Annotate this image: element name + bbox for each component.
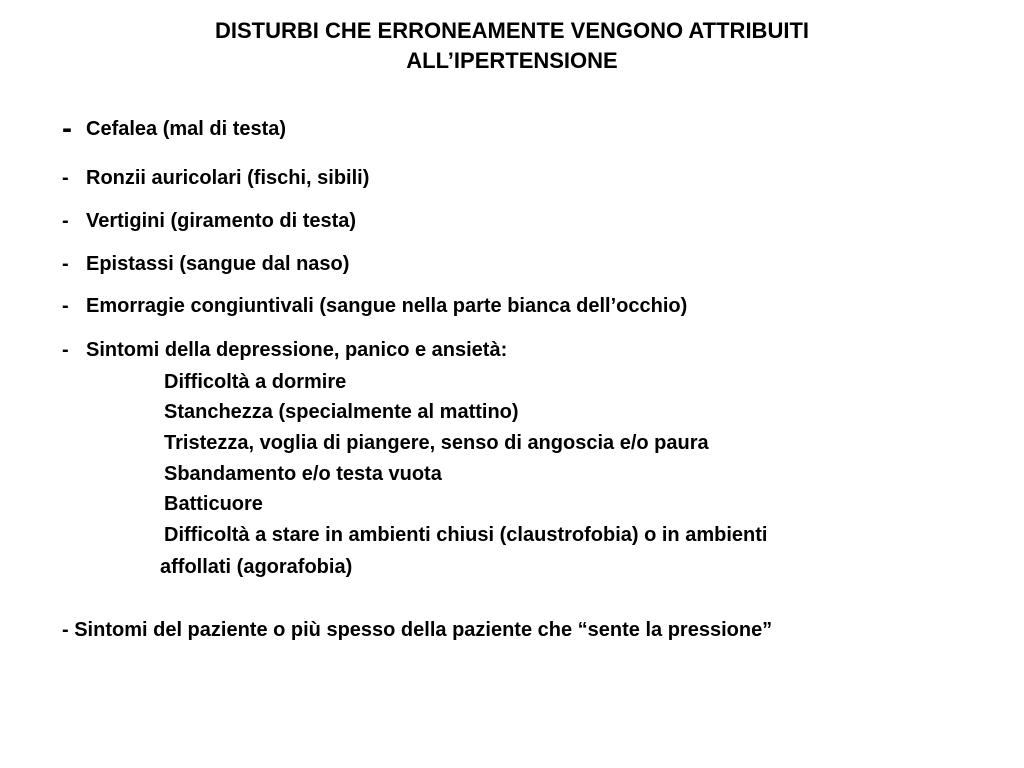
bullet-dash: - xyxy=(62,253,69,275)
sub-item: Difficoltà a dormire xyxy=(164,371,347,393)
final-bullet: - Sintomi del paziente o più spesso della paziente che “sente la pressione” xyxy=(62,619,773,641)
slide-title xyxy=(0,16,1024,76)
bullet-dash: - xyxy=(62,210,69,232)
bullet-text: Emorragie congiuntivali (sangue nella parte bianca dell’occhio) xyxy=(86,295,688,317)
bullet-text: Ronzii auricolari (fischi, sibili) xyxy=(86,167,370,189)
bullet-item xyxy=(62,208,356,234)
bullet-text: Sintomi della depressione, panico e ansietà: xyxy=(86,339,508,361)
bullet-text: Vertigini (giramento di testa) xyxy=(86,210,357,232)
sub-item: Stanchezza (specialmente al mattino) xyxy=(164,401,519,423)
bullet-item xyxy=(62,251,349,277)
sub-item: Tristezza, voglia di piangere, senso di angoscia e/o paura xyxy=(164,432,709,454)
bullet-item xyxy=(62,293,687,319)
sub-item: Difficoltà a stare in ambienti chiusi (claustrofobia) o in ambienti xyxy=(164,524,768,546)
sub-item: Batticuore xyxy=(164,493,263,515)
sub-item: Sbandamento e/o testa vuota xyxy=(164,463,442,485)
bullet-item xyxy=(62,165,369,191)
bullet-item xyxy=(62,112,287,145)
bullet-dash: - xyxy=(62,112,72,145)
bullet-dash: - xyxy=(62,295,69,317)
bullet-item xyxy=(62,337,507,363)
sub-item-continuation: affollati (agorafobia) xyxy=(160,556,353,578)
bullet-dash: - xyxy=(62,339,69,361)
title-line-1: DISTURBI CHE ERRONEAMENTE VENGONO ATTRIBUITI xyxy=(214,18,809,43)
bullet-text: Epistassi (sangue dal naso) xyxy=(86,253,350,275)
bullet-dash: - xyxy=(62,167,69,189)
title-line-2: ALL’IPERTENSIONE xyxy=(406,48,618,73)
bullet-text: Cefalea (mal di testa) xyxy=(86,118,287,140)
